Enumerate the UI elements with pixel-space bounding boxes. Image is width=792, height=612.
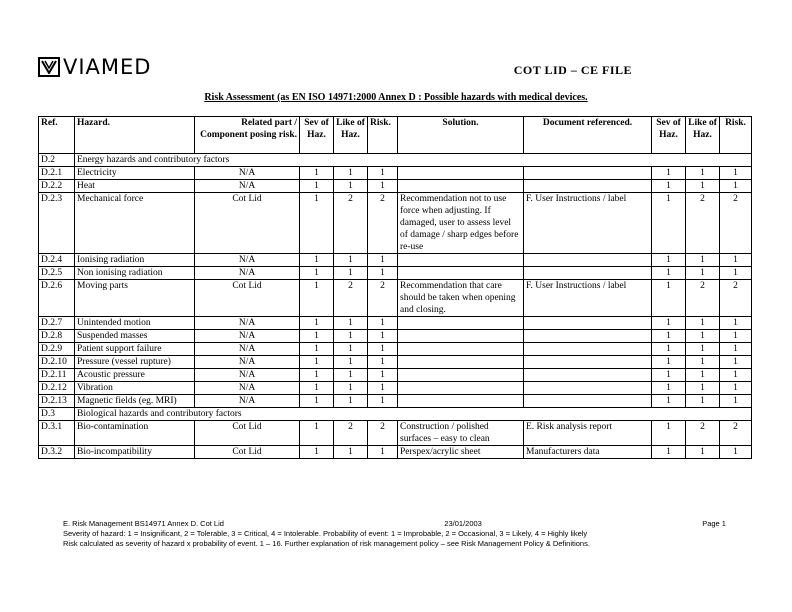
cell-risk: 1: [368, 267, 398, 280]
risk-assessment-table: [38, 116, 752, 459]
cell-likelihood-after: 1: [686, 446, 720, 459]
section-row: [39, 408, 752, 421]
cell-risk-after: 1: [720, 267, 752, 280]
logo-text: VIAMED: [63, 55, 152, 79]
cell-severity: 1: [300, 180, 334, 193]
cell-severity: 1: [300, 421, 334, 446]
cell-document: F. User Instructions / label: [524, 193, 652, 254]
cell-part: Cot Lid: [195, 280, 300, 317]
cell-ref: D.2.3: [39, 193, 75, 254]
cell-hazard: Pressure (vessel rupture): [75, 356, 195, 369]
document-heading: Risk Assessment (as EN ISO 14971:2000 Annex D : Possible hazards with medical devices.: [204, 92, 588, 103]
cell-part: N/A: [195, 167, 300, 180]
cell-hazard: Vibration: [75, 382, 195, 395]
cell-risk-after: 2: [720, 193, 752, 254]
cell-likelihood-after: 1: [686, 356, 720, 369]
cell-document: [524, 343, 652, 356]
cell-likelihood-after: 2: [686, 421, 720, 446]
cell-likelihood: 1: [334, 317, 368, 330]
cell-solution: [398, 317, 524, 330]
cell-solution: [398, 254, 524, 267]
col-hazard: Hazard.: [75, 117, 195, 154]
cell-solution: Recommendation that care should be taken when opening and closing.: [398, 280, 524, 317]
cell-severity-after: 1: [652, 280, 686, 317]
cell-risk: 1: [368, 317, 398, 330]
cell-part: N/A: [195, 330, 300, 343]
cell-severity-after: 1: [652, 267, 686, 280]
cell-likelihood-after: 1: [686, 167, 720, 180]
cell-likelihood-after: 1: [686, 369, 720, 382]
cell-severity: 1: [300, 395, 334, 408]
table-row: [39, 421, 752, 446]
cell-severity: 1: [300, 280, 334, 317]
cell-risk-after: 1: [720, 343, 752, 356]
table-row: [39, 193, 752, 254]
cell-severity: 1: [300, 356, 334, 369]
cell-part: N/A: [195, 267, 300, 280]
cell-likelihood: 1: [334, 330, 368, 343]
cell-risk-after: 1: [720, 369, 752, 382]
cell-likelihood: 1: [334, 395, 368, 408]
cell-solution: [398, 267, 524, 280]
cell-ref: D.2.13: [39, 395, 75, 408]
cell-risk: 1: [368, 330, 398, 343]
cell-likelihood: 1: [334, 356, 368, 369]
footer-date: 23/01/2003: [444, 519, 482, 528]
cell-severity-after: 1: [652, 254, 686, 267]
cell-ref: D.2.10: [39, 356, 75, 369]
table-header-row: [39, 117, 752, 154]
cell-risk: 1: [368, 369, 398, 382]
cell-ref: D.2.4: [39, 254, 75, 267]
company-logo: [38, 56, 151, 78]
cell-risk: 2: [368, 193, 398, 254]
cell-solution: Construction / polished surfaces – easy to clean: [398, 421, 524, 446]
col-ref: Ref.: [39, 117, 75, 154]
cell-severity: 1: [300, 267, 334, 280]
cell-severity-after: 1: [652, 446, 686, 459]
cell-ref: D.2.2: [39, 180, 75, 193]
cell-document: [524, 167, 652, 180]
cell-severity-after: 1: [652, 180, 686, 193]
cell-part: N/A: [195, 317, 300, 330]
cell-risk-after: 1: [720, 317, 752, 330]
cell-likelihood-after: 1: [686, 330, 720, 343]
cell-likelihood: 1: [334, 167, 368, 180]
cell-hazard: Magnetic fields (eg. MRI): [75, 395, 195, 408]
table-row: [39, 167, 752, 180]
footer-page: Page 1: [702, 519, 726, 528]
cell-ref: D.2.1: [39, 167, 75, 180]
col-severity: Sev of Haz.: [300, 117, 334, 154]
cell-risk-after: 1: [720, 180, 752, 193]
cell-hazard: Heat: [75, 180, 195, 193]
cell-severity: 1: [300, 254, 334, 267]
cell-risk: 1: [368, 356, 398, 369]
cell-risk-after: 1: [720, 395, 752, 408]
table-row: [39, 330, 752, 343]
cell-hazard: Patient support failure: [75, 343, 195, 356]
table-row: [39, 254, 752, 267]
page-footer: [38, 519, 751, 549]
cell-solution: [398, 395, 524, 408]
cell-solution: Perspex/acrylic sheet: [398, 446, 524, 459]
cell-solution: [398, 167, 524, 180]
cell-part: N/A: [195, 395, 300, 408]
cell-ref: D.2.11: [39, 369, 75, 382]
col-risk: Risk.: [368, 117, 398, 154]
cell-part: N/A: [195, 356, 300, 369]
cell-document: E. Risk analysis report: [524, 421, 652, 446]
cell-severity: 1: [300, 330, 334, 343]
cell-document: [524, 395, 652, 408]
cell-likelihood: 2: [334, 193, 368, 254]
cell-likelihood: 1: [334, 446, 368, 459]
cell-solution: [398, 382, 524, 395]
table-row: [39, 343, 752, 356]
cell-risk-after: 1: [720, 330, 752, 343]
cell-risk-after: 1: [720, 167, 752, 180]
cell-risk-after: 1: [720, 356, 752, 369]
cell-part: N/A: [195, 369, 300, 382]
cell-likelihood: 1: [334, 382, 368, 395]
cell-severity-after: 1: [652, 356, 686, 369]
cell-risk-after: 1: [720, 446, 752, 459]
cell-document: Manufacturers data: [524, 446, 652, 459]
cell-part: N/A: [195, 180, 300, 193]
footer-severity-legend: Severity of hazard: 1 = Insignificant, 2 = Tolerable, 3 = Critical, 4 = Intolerable. Probability of event: 1 = Improbable, 2 = Occasional, 3 = Likely, 4 = Highly likely: [63, 529, 588, 538]
col-solution: Solution.: [398, 117, 524, 154]
cell-risk: 1: [368, 167, 398, 180]
cell-hazard: Unintended motion: [75, 317, 195, 330]
cell-risk: 1: [368, 395, 398, 408]
cell-likelihood: 1: [334, 254, 368, 267]
cell-ref: D.2.8: [39, 330, 75, 343]
cell-part: N/A: [195, 343, 300, 356]
cell-hazard: Acoustic pressure: [75, 369, 195, 382]
cell-document: F. User Instructions / label: [524, 280, 652, 317]
cell-likelihood: 2: [334, 421, 368, 446]
cell-risk-after: 1: [720, 254, 752, 267]
section-ref: D.3: [39, 408, 75, 421]
cell-severity: 1: [300, 369, 334, 382]
table-row: [39, 382, 752, 395]
cell-hazard: Mechanical force: [75, 193, 195, 254]
cell-severity-after: 1: [652, 382, 686, 395]
cell-document: [524, 317, 652, 330]
cell-severity-after: 1: [652, 193, 686, 254]
cell-hazard: Bio-contamination: [75, 421, 195, 446]
cell-risk-after: 2: [720, 280, 752, 317]
cell-risk: 1: [368, 343, 398, 356]
cell-severity-after: 1: [652, 343, 686, 356]
cell-document: [524, 180, 652, 193]
table-row: [39, 317, 752, 330]
cell-solution: [398, 180, 524, 193]
cell-likelihood-after: 2: [686, 280, 720, 317]
cell-risk: 1: [368, 382, 398, 395]
col-severity-after: Sev of Haz.: [652, 117, 686, 154]
cell-severity-after: 1: [652, 369, 686, 382]
cell-document: [524, 254, 652, 267]
cell-likelihood-after: 1: [686, 317, 720, 330]
cell-likelihood-after: 1: [686, 254, 720, 267]
cell-document: [524, 330, 652, 343]
cell-document: [524, 382, 652, 395]
table-row: [39, 180, 752, 193]
cell-hazard: Suspended masses: [75, 330, 195, 343]
cell-solution: [398, 369, 524, 382]
cell-risk: 2: [368, 421, 398, 446]
footer-doc-ref: E. Risk Management BS14971 Annex D. Cot Lid: [63, 519, 224, 528]
col-likelihood: Like of Haz.: [334, 117, 368, 154]
cell-document: [524, 369, 652, 382]
cell-hazard: Non ionising radiation: [75, 267, 195, 280]
cell-likelihood: 2: [334, 280, 368, 317]
cell-solution: Recommendation not to use force when adjusting. If damaged, user to assess level of damage / sharp edges before re-use: [398, 193, 524, 254]
cell-severity: 1: [300, 193, 334, 254]
table-row: [39, 356, 752, 369]
table-row: [39, 267, 752, 280]
cell-part: Cot Lid: [195, 421, 300, 446]
table-row: [39, 369, 752, 382]
file-title: COT LID – CE FILE: [513, 63, 632, 77]
cell-likelihood-after: 1: [686, 395, 720, 408]
section-title: Energy hazards and contributory factors: [75, 154, 752, 167]
cell-risk-after: 2: [720, 421, 752, 446]
cell-risk-after: 1: [720, 382, 752, 395]
cell-risk: 1: [368, 254, 398, 267]
cell-hazard: Moving parts: [75, 280, 195, 317]
cell-likelihood: 1: [334, 180, 368, 193]
cell-likelihood-after: 1: [686, 343, 720, 356]
col-likelihood-after: Like of Haz.: [686, 117, 720, 154]
cell-ref: D.2.6: [39, 280, 75, 317]
cell-solution: [398, 343, 524, 356]
cell-ref: D.2.12: [39, 382, 75, 395]
section-title: Biological hazards and contributory factors: [75, 408, 752, 421]
cell-likelihood-after: 1: [686, 267, 720, 280]
cell-document: [524, 356, 652, 369]
cell-severity-after: 1: [652, 317, 686, 330]
cell-risk: 1: [368, 180, 398, 193]
cell-likelihood: 1: [334, 369, 368, 382]
cell-part: Cot Lid: [195, 193, 300, 254]
table-row: [39, 446, 752, 459]
cell-ref: D.2.5: [39, 267, 75, 280]
cell-severity: 1: [300, 382, 334, 395]
cell-severity-after: 1: [652, 330, 686, 343]
cell-hazard: Electricity: [75, 167, 195, 180]
col-risk-after: Risk.: [720, 117, 752, 154]
cell-risk: 1: [368, 446, 398, 459]
viamed-logo-icon: [38, 57, 60, 77]
cell-severity: 1: [300, 343, 334, 356]
table-row: [39, 280, 752, 317]
cell-part: Cot Lid: [195, 446, 300, 459]
cell-likelihood: 1: [334, 267, 368, 280]
table-row: [39, 395, 752, 408]
cell-hazard: Bio-incompatibility: [75, 446, 195, 459]
cell-likelihood-after: 1: [686, 180, 720, 193]
cell-likelihood: 1: [334, 343, 368, 356]
cell-solution: [398, 330, 524, 343]
cell-severity-after: 1: [652, 395, 686, 408]
cell-solution: [398, 356, 524, 369]
cell-severity-after: 1: [652, 167, 686, 180]
cell-severity: 1: [300, 317, 334, 330]
cell-part: N/A: [195, 254, 300, 267]
cell-severity-after: 1: [652, 421, 686, 446]
cell-document: [524, 267, 652, 280]
col-document: Document referenced.: [524, 117, 652, 154]
cell-severity: 1: [300, 167, 334, 180]
cell-ref: D.3.2: [39, 446, 75, 459]
cell-ref: D.3.1: [39, 421, 75, 446]
cell-likelihood-after: 1: [686, 382, 720, 395]
section-row: [39, 154, 752, 167]
cell-part: N/A: [195, 382, 300, 395]
cell-likelihood-after: 2: [686, 193, 720, 254]
cell-severity: 1: [300, 446, 334, 459]
section-ref: D.2: [39, 154, 75, 167]
cell-ref: D.2.7: [39, 317, 75, 330]
cell-ref: D.2.9: [39, 343, 75, 356]
col-related-part: Related part / Component posing risk.: [195, 117, 300, 154]
cell-risk: 2: [368, 280, 398, 317]
cell-hazard: Ionising radiation: [75, 254, 195, 267]
footer-risk-legend: Risk calculated as severity of hazard x probability of event. 1 – 16. Further explanation of risk management policy – see Risk Management Policy & Definitions.: [63, 539, 590, 548]
